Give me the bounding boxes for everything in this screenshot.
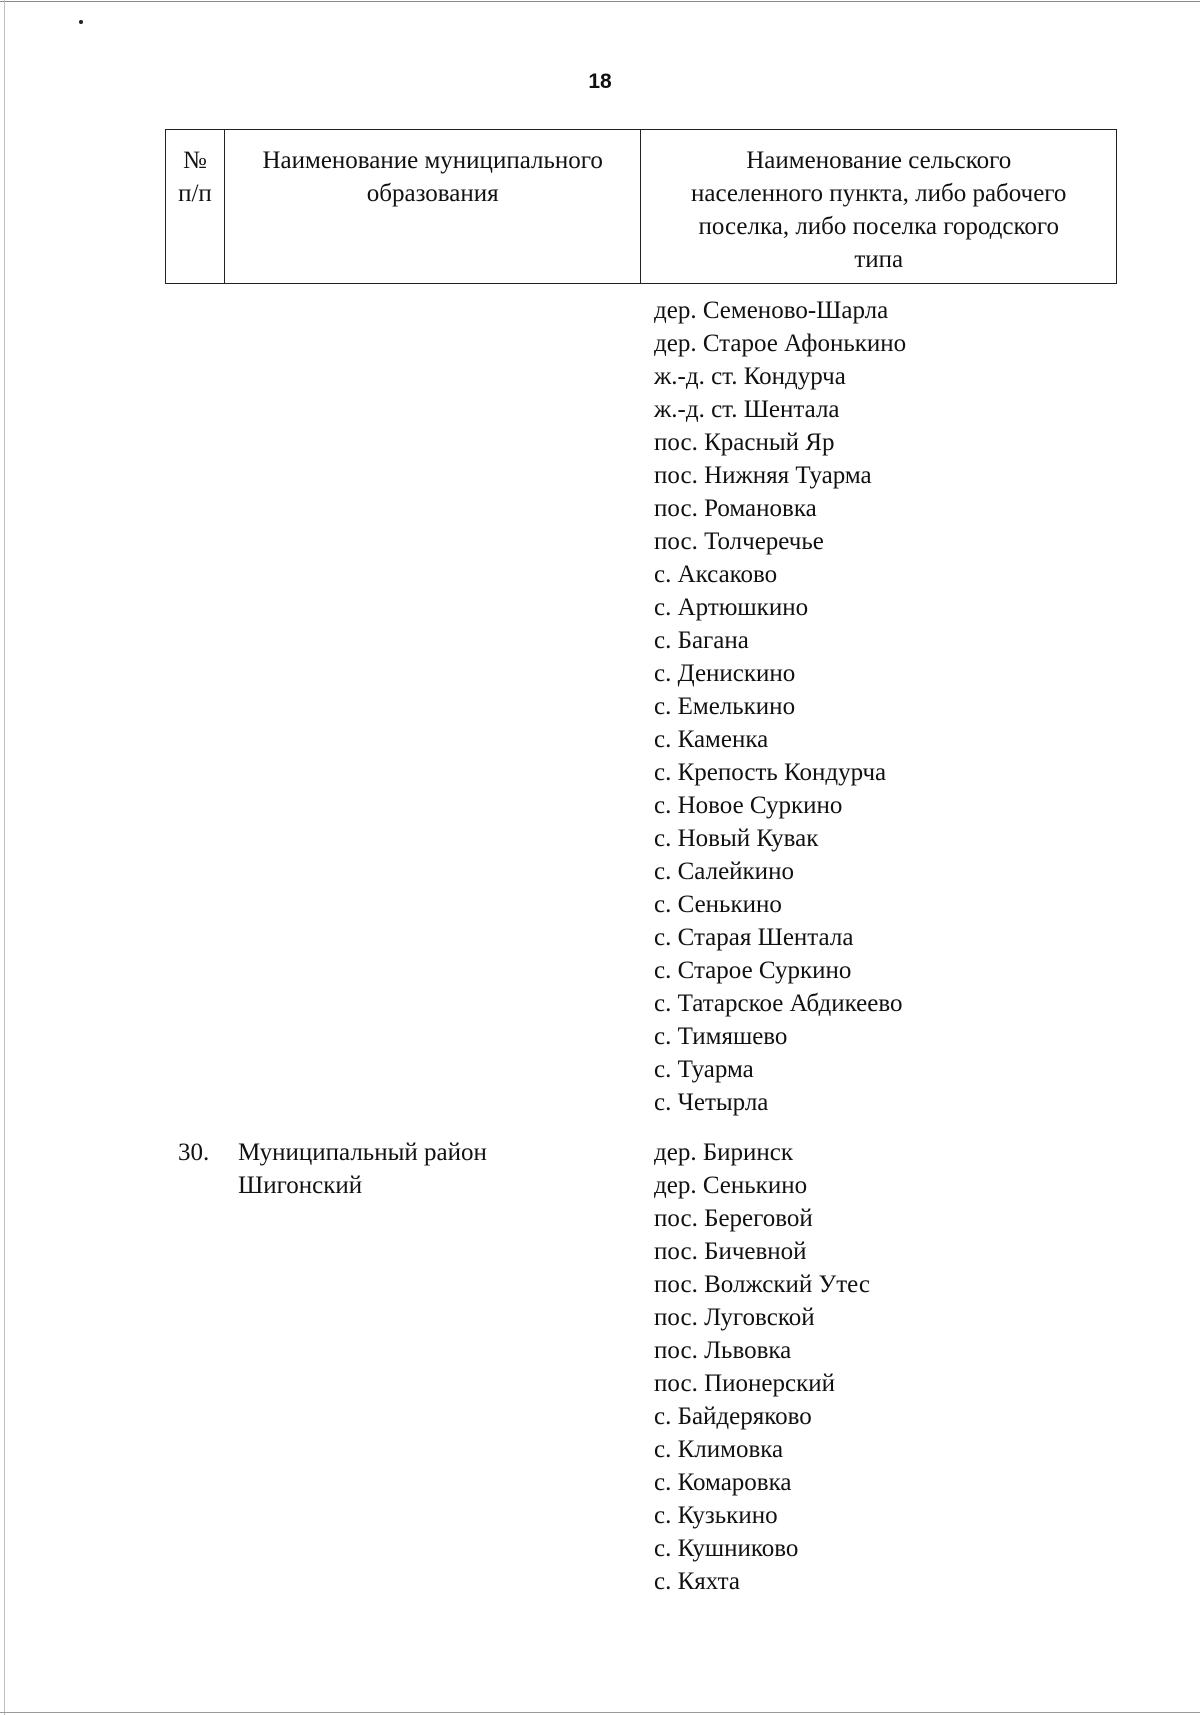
settlement-item: с. Новое Суркино <box>654 792 843 819</box>
scan-edge-bottom <box>0 1712 1200 1713</box>
scan-speck <box>79 20 83 24</box>
settlement-item: дер. Биринск <box>654 1139 794 1166</box>
header-settlement-line: населенного пункта, либо рабочего <box>691 180 1067 207</box>
row-30-settlement-list <box>654 1136 870 1598</box>
settlement-item: с. Климовка <box>654 1436 784 1463</box>
continued-settlement-list <box>654 294 906 1119</box>
settlement-item: с. Татарское Абдикеево <box>654 990 903 1017</box>
header-number-cell <box>166 130 225 284</box>
settlement-item: пос. Пионерский <box>654 1370 836 1397</box>
settlement-item: пос. Береговой <box>654 1205 813 1232</box>
scan-edge-left <box>4 0 5 1715</box>
header-number-line: п/п <box>178 180 212 207</box>
settlement-item: с. Багана <box>654 627 749 654</box>
settlement-item: пос. Нижняя Туарма <box>654 462 872 489</box>
settlement-item: с. Денискино <box>654 660 796 687</box>
settlement-item: с. Крепость Кондурча <box>654 759 887 786</box>
scan-edge-top <box>0 1 1200 2</box>
municipality-line: Муниципальный район <box>238 1139 487 1166</box>
settlement-item: с. Комаровка <box>654 1469 792 1496</box>
settlement-item: с. Каменка <box>654 726 769 753</box>
settlement-item: с. Салейкино <box>654 858 794 885</box>
settlement-item: с. Артюшкино <box>654 594 809 621</box>
settlement-item: с. Кяхта <box>654 1568 740 1595</box>
settlement-item: пос. Красный Яр <box>654 429 835 456</box>
row-number: 30. <box>178 1139 210 1166</box>
settlement-item: с. Четырла <box>654 1089 769 1116</box>
settlement-item: пос. Бичевной <box>654 1238 807 1265</box>
settlement-item: ж.-д. ст. Шентала <box>654 396 840 423</box>
settlement-item: ж.-д. ст. Кондурча <box>654 363 846 390</box>
settlement-item: с. Емелькино <box>654 693 796 720</box>
settlement-item: пос. Волжский Утес <box>654 1271 870 1298</box>
settlement-item: с. Аксаково <box>654 561 778 588</box>
settlement-item: с. Кушниково <box>654 1535 799 1562</box>
header-municipality-line: образования <box>366 180 499 207</box>
settlement-item: пос. Толчеречье <box>654 528 824 555</box>
settlement-item: пос. Львовка <box>654 1337 792 1364</box>
settlement-item: с. Старое Суркино <box>654 957 852 984</box>
settlement-item: с. Тимяшево <box>654 1023 788 1050</box>
settlement-item: с. Старая Шентала <box>654 924 854 951</box>
table-header-row <box>166 130 1117 284</box>
row-municipality <box>238 1136 598 1202</box>
header-number-line: № <box>183 147 207 174</box>
header-settlement-cell <box>641 130 1117 284</box>
settlement-item: дер. Сенькино <box>654 1172 808 1199</box>
header-settlement-line: типа <box>854 246 904 273</box>
table-header <box>165 129 1117 284</box>
header-municipality-cell <box>224 130 641 284</box>
settlement-item: дер. Старое Афонькино <box>654 330 907 357</box>
settlement-item: с. Туарма <box>654 1056 754 1083</box>
header-settlement-line: Наименование сельского <box>746 147 1012 174</box>
settlement-item: дер. Семеново-Шарла <box>654 297 889 324</box>
settlement-item: с. Новый Кувак <box>654 825 819 852</box>
settlement-item: пос. Романовка <box>654 495 817 522</box>
header-settlement-line: поселка, либо поселка городского <box>698 213 1059 240</box>
page-number: 18 <box>588 70 612 93</box>
settlement-item: с. Кузькино <box>654 1502 778 1529</box>
settlement-item: с. Сенькино <box>654 891 782 918</box>
settlement-item: с. Байдеряково <box>654 1403 812 1430</box>
settlement-item: пос. Луговской <box>654 1304 815 1331</box>
municipality-line: Шигонский <box>238 1172 363 1199</box>
header-municipality-line: Наименование муниципального <box>262 147 603 174</box>
